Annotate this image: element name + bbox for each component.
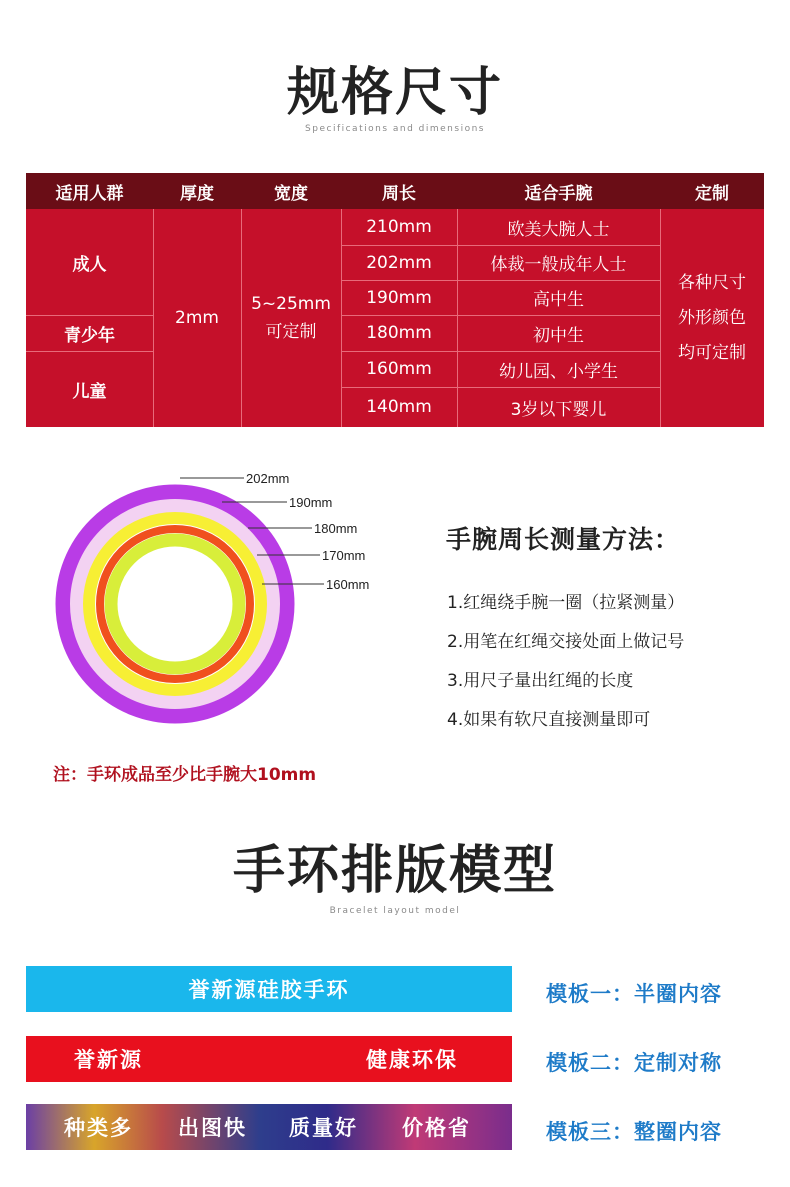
header-custom: 定制 xyxy=(660,173,764,209)
layout-subtitle: Bracelet layout model xyxy=(329,906,461,916)
custom-line: 外形颜色 xyxy=(678,307,746,328)
header-wrist: 适合手腕 xyxy=(457,173,660,209)
ring-label: 160mm xyxy=(326,577,370,592)
ring-label: 180mm xyxy=(314,521,358,536)
wrist-cell: 体裁一般成年人士 xyxy=(490,255,627,275)
template3-text: 出图快 xyxy=(178,1116,247,1140)
group-child: 儿童 xyxy=(72,381,107,402)
wrist-cell: 高中生 xyxy=(533,290,584,310)
ring-170mm xyxy=(100,529,250,679)
group-teen: 青少年 xyxy=(64,325,115,346)
width-value xyxy=(241,209,341,427)
header-width: 宽度 xyxy=(241,173,341,209)
perimeter-cell: 210mm xyxy=(366,217,432,237)
perimeter-cell: 180mm xyxy=(366,323,432,343)
ring-label: 202mm xyxy=(246,471,290,486)
measure-step: 3.用尺子量出红绳的长度 xyxy=(447,671,634,691)
custom-note xyxy=(660,209,764,427)
perimeter-cell: 202mm xyxy=(366,252,432,273)
wrist-cell: 欧美大腕人士 xyxy=(507,219,610,240)
ring-label: 170mm xyxy=(322,548,366,563)
ring-160mm xyxy=(111,540,239,668)
custom-line: 各种尺寸 xyxy=(678,272,746,293)
wrist-cell: 3岁以下婴儿 xyxy=(510,399,607,420)
ring-label: 190mm xyxy=(289,495,333,510)
spec-title: 规格尺寸 xyxy=(286,63,503,123)
template3-text: 种类多 xyxy=(64,1116,133,1140)
template3-text: 价格省 xyxy=(402,1116,471,1140)
size-note: 注：手环成品至少比手腕大10mm xyxy=(53,765,317,785)
template2-right-text: 健康环保 xyxy=(366,1048,458,1072)
template1-text: 誉新源硅胶手环 xyxy=(188,978,350,1002)
template2-left-text: 誉新源 xyxy=(74,1048,143,1072)
template1-bar xyxy=(26,966,512,1012)
perimeter-cell: 160mm xyxy=(366,359,432,379)
measure-step: 2.用笔在红绳交接处面上做记号 xyxy=(447,632,685,652)
template3-label: 模板三：整圈内容 xyxy=(546,1120,722,1144)
spec-table xyxy=(26,173,764,427)
thickness-value: 2mm xyxy=(175,308,219,328)
measure-title: 手腕周长测量方法： xyxy=(446,525,681,554)
width-range: 5~25mm xyxy=(251,294,331,314)
measure-step: 1.红绳绕手腕一圈（拉紧测量） xyxy=(447,593,685,613)
header-target-group: 适用人群 xyxy=(26,173,153,209)
spec-subtitle: Specifications and dimensions xyxy=(305,124,485,134)
wrist-cell: 幼儿园、小学生 xyxy=(499,361,618,382)
group-adult: 成人 xyxy=(72,254,107,275)
template2-label: 模板二：定制对称 xyxy=(546,1051,722,1075)
template2-bar xyxy=(26,1036,512,1082)
custom-line: 均可定制 xyxy=(678,342,746,363)
ring-size-diagram xyxy=(52,467,392,757)
perimeter-cell: 190mm xyxy=(366,287,432,308)
perimeter-cell: 140mm xyxy=(366,397,432,417)
template3-bar xyxy=(26,1104,512,1150)
template3-text: 质量好 xyxy=(289,1116,358,1140)
header-thickness: 厚度 xyxy=(153,173,241,209)
header-perimeter: 周长 xyxy=(341,173,457,209)
measure-step: 4.如果有软尺直接测量即可 xyxy=(447,710,651,730)
template1-label: 模板一：半圈内容 xyxy=(546,982,722,1006)
wrist-cell: 初中生 xyxy=(533,325,584,346)
layout-title: 手环排版模型 xyxy=(232,841,557,901)
width-custom: 可定制 xyxy=(265,322,317,342)
